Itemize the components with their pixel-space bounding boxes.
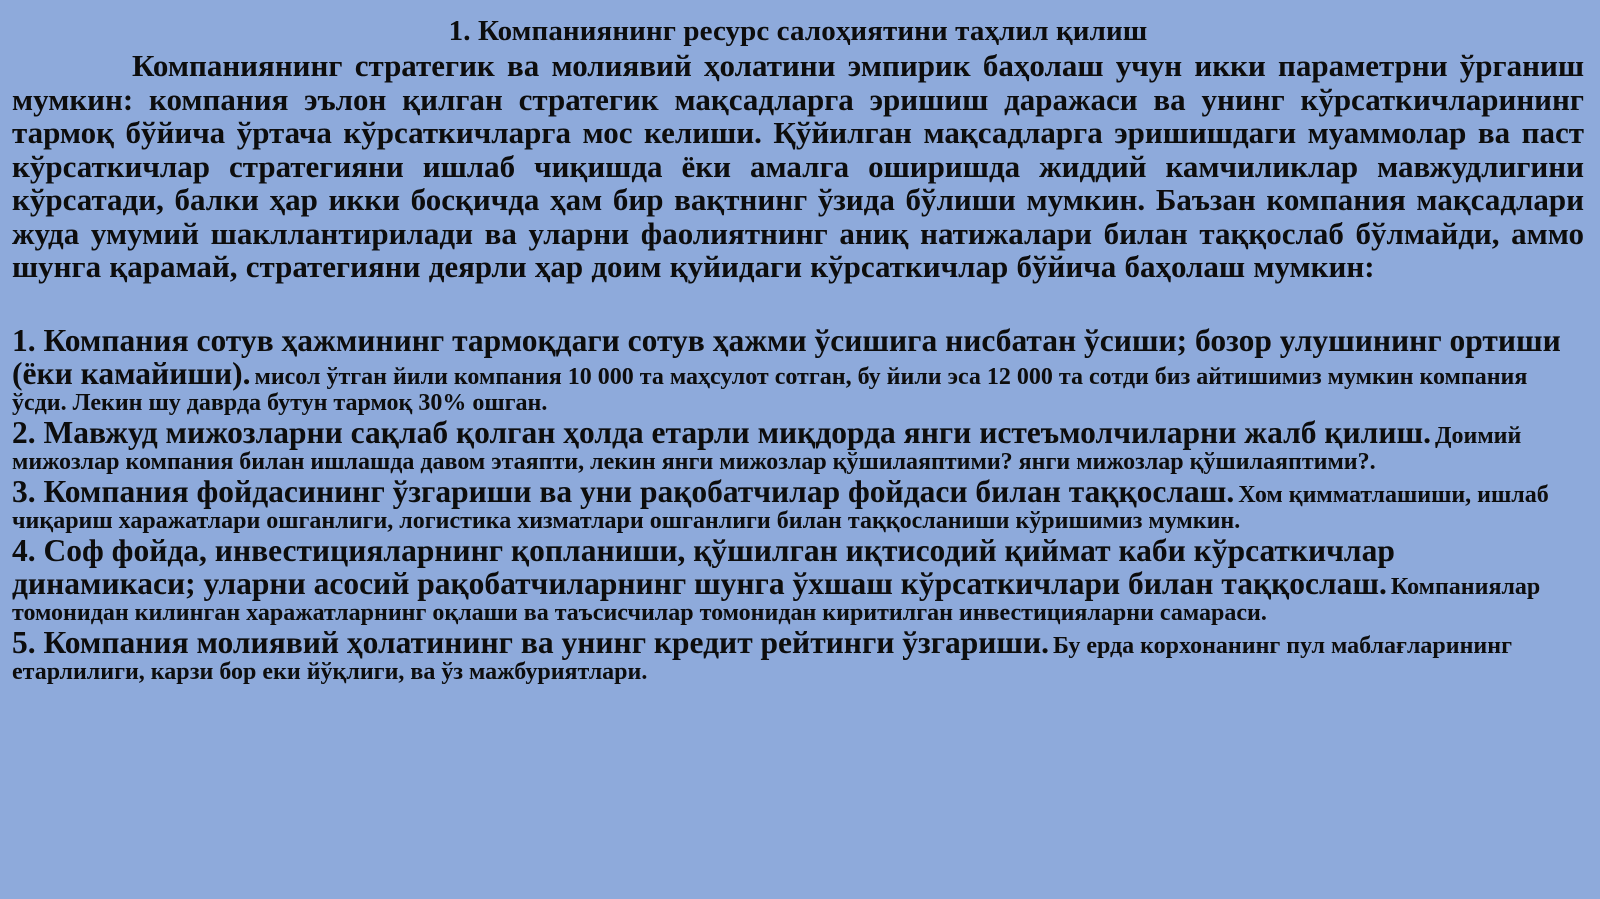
list-item-heading: 5. Компания молиявий ҳолатининг ва унинг кредит рейтинги ўзгариши. [12, 624, 1050, 660]
list-item [12, 534, 1584, 626]
list-item-heading: 1. Компания сотув ҳажмининг тармоқдаги сотув ҳажми ўсишига нисбатан ўсиши; бозор улушининг ортиши (ёки камайиши). [12, 322, 1561, 391]
intro-paragraph: Компаниянинг стратегик ва молиявий ҳолатини эмпирик баҳолаш учун икки параметрни ўрганиш мумкин: компания эълон қилган стратегик мақсадларга эришиш даражаси ва унинг кўрсаткичларининг тармоқ бўйича ўртача кўрсаткичларга мос келиши. Қўйилган мақсадларга эришишдаги муаммолар ва паст кўрсаткичлар стратегияни ишлаб чиқишда ёки амалга оширишда жиддий камчиликлар мавжудлигини кўрсатади, балки ҳар икки босқичда ҳам бир вақтнинг ўзида бўлиши мумкин. Баъзан компания мақсадлари жуда умумий шакллантирилади ва уларни фаолиятнинг аниқ натижалари билан таққослаб бўлмайди, аммо шунга қарамай, стратегияни деярли ҳар доим қуйидаги кўрсаткичлар бўйича баҳолаш мумкин: [12, 48, 1584, 284]
slide-title: 1. Компаниянинг ресурс салоҳиятини таҳлил қилиш [448, 15, 1148, 47]
list-item [12, 626, 1584, 685]
list-item [12, 416, 1584, 475]
list-item [12, 475, 1584, 534]
list-item-heading: 4. Соф фойда, инвестицияларнинг қопланиши, қўшилган иқтисодий қиймат каби кўрсаткичлар динамикаси; уларни асосий рақобатчиларнинг шунга ўхшаш кўрсаткичлари билан таққослаш. [12, 532, 1395, 601]
list-item-heading: 3. Компания фойдасининг ўзгариши ва уни рақобатчилар фойдаси билан таққослаш. [12, 473, 1235, 509]
list-item-note: мисол ўтган йили компания 10 000 та маҳсулот сотган, бу йили эса 12 000 та сотди биз айтишимиз мумкин компания ўсди. Лекин шу даврда бутун тармоқ 30% ошган. [12, 363, 1528, 416]
list-item-note: Хом қимматлашиши, ишлаб чиқариш харажатлари ошганлиги, логистика хизматлари ошганлиги билан таққосланиши кўришимиз мумкин. [12, 481, 1549, 534]
list-item [12, 324, 1584, 416]
indicator-list [12, 324, 1584, 685]
list-item-note: Компаниялар томонидан килинган харажатларнинг оқлаши ва таъсисчилар томонидан киритилган инвестицияларни самараси. [12, 573, 1541, 626]
list-item-note: Доимий мижозлар компания билан ишлашда давом этаяпти, лекин янги мижозлар қўшилаяптими? янги мижозлар қўшилаяптими?. [12, 422, 1522, 475]
list-item-heading: 2. Мавжуд мижозларни сақлаб қолган ҳолда етарли миқдорда янги истеъмолчиларни жалб қилиш. [12, 414, 1431, 450]
list-item-note: Бу ерда корхонанинг пул маблағларининг етарлилиги, карзи бор еки йўқлиги, ва ўз мажбуриятлари. [12, 632, 1512, 685]
